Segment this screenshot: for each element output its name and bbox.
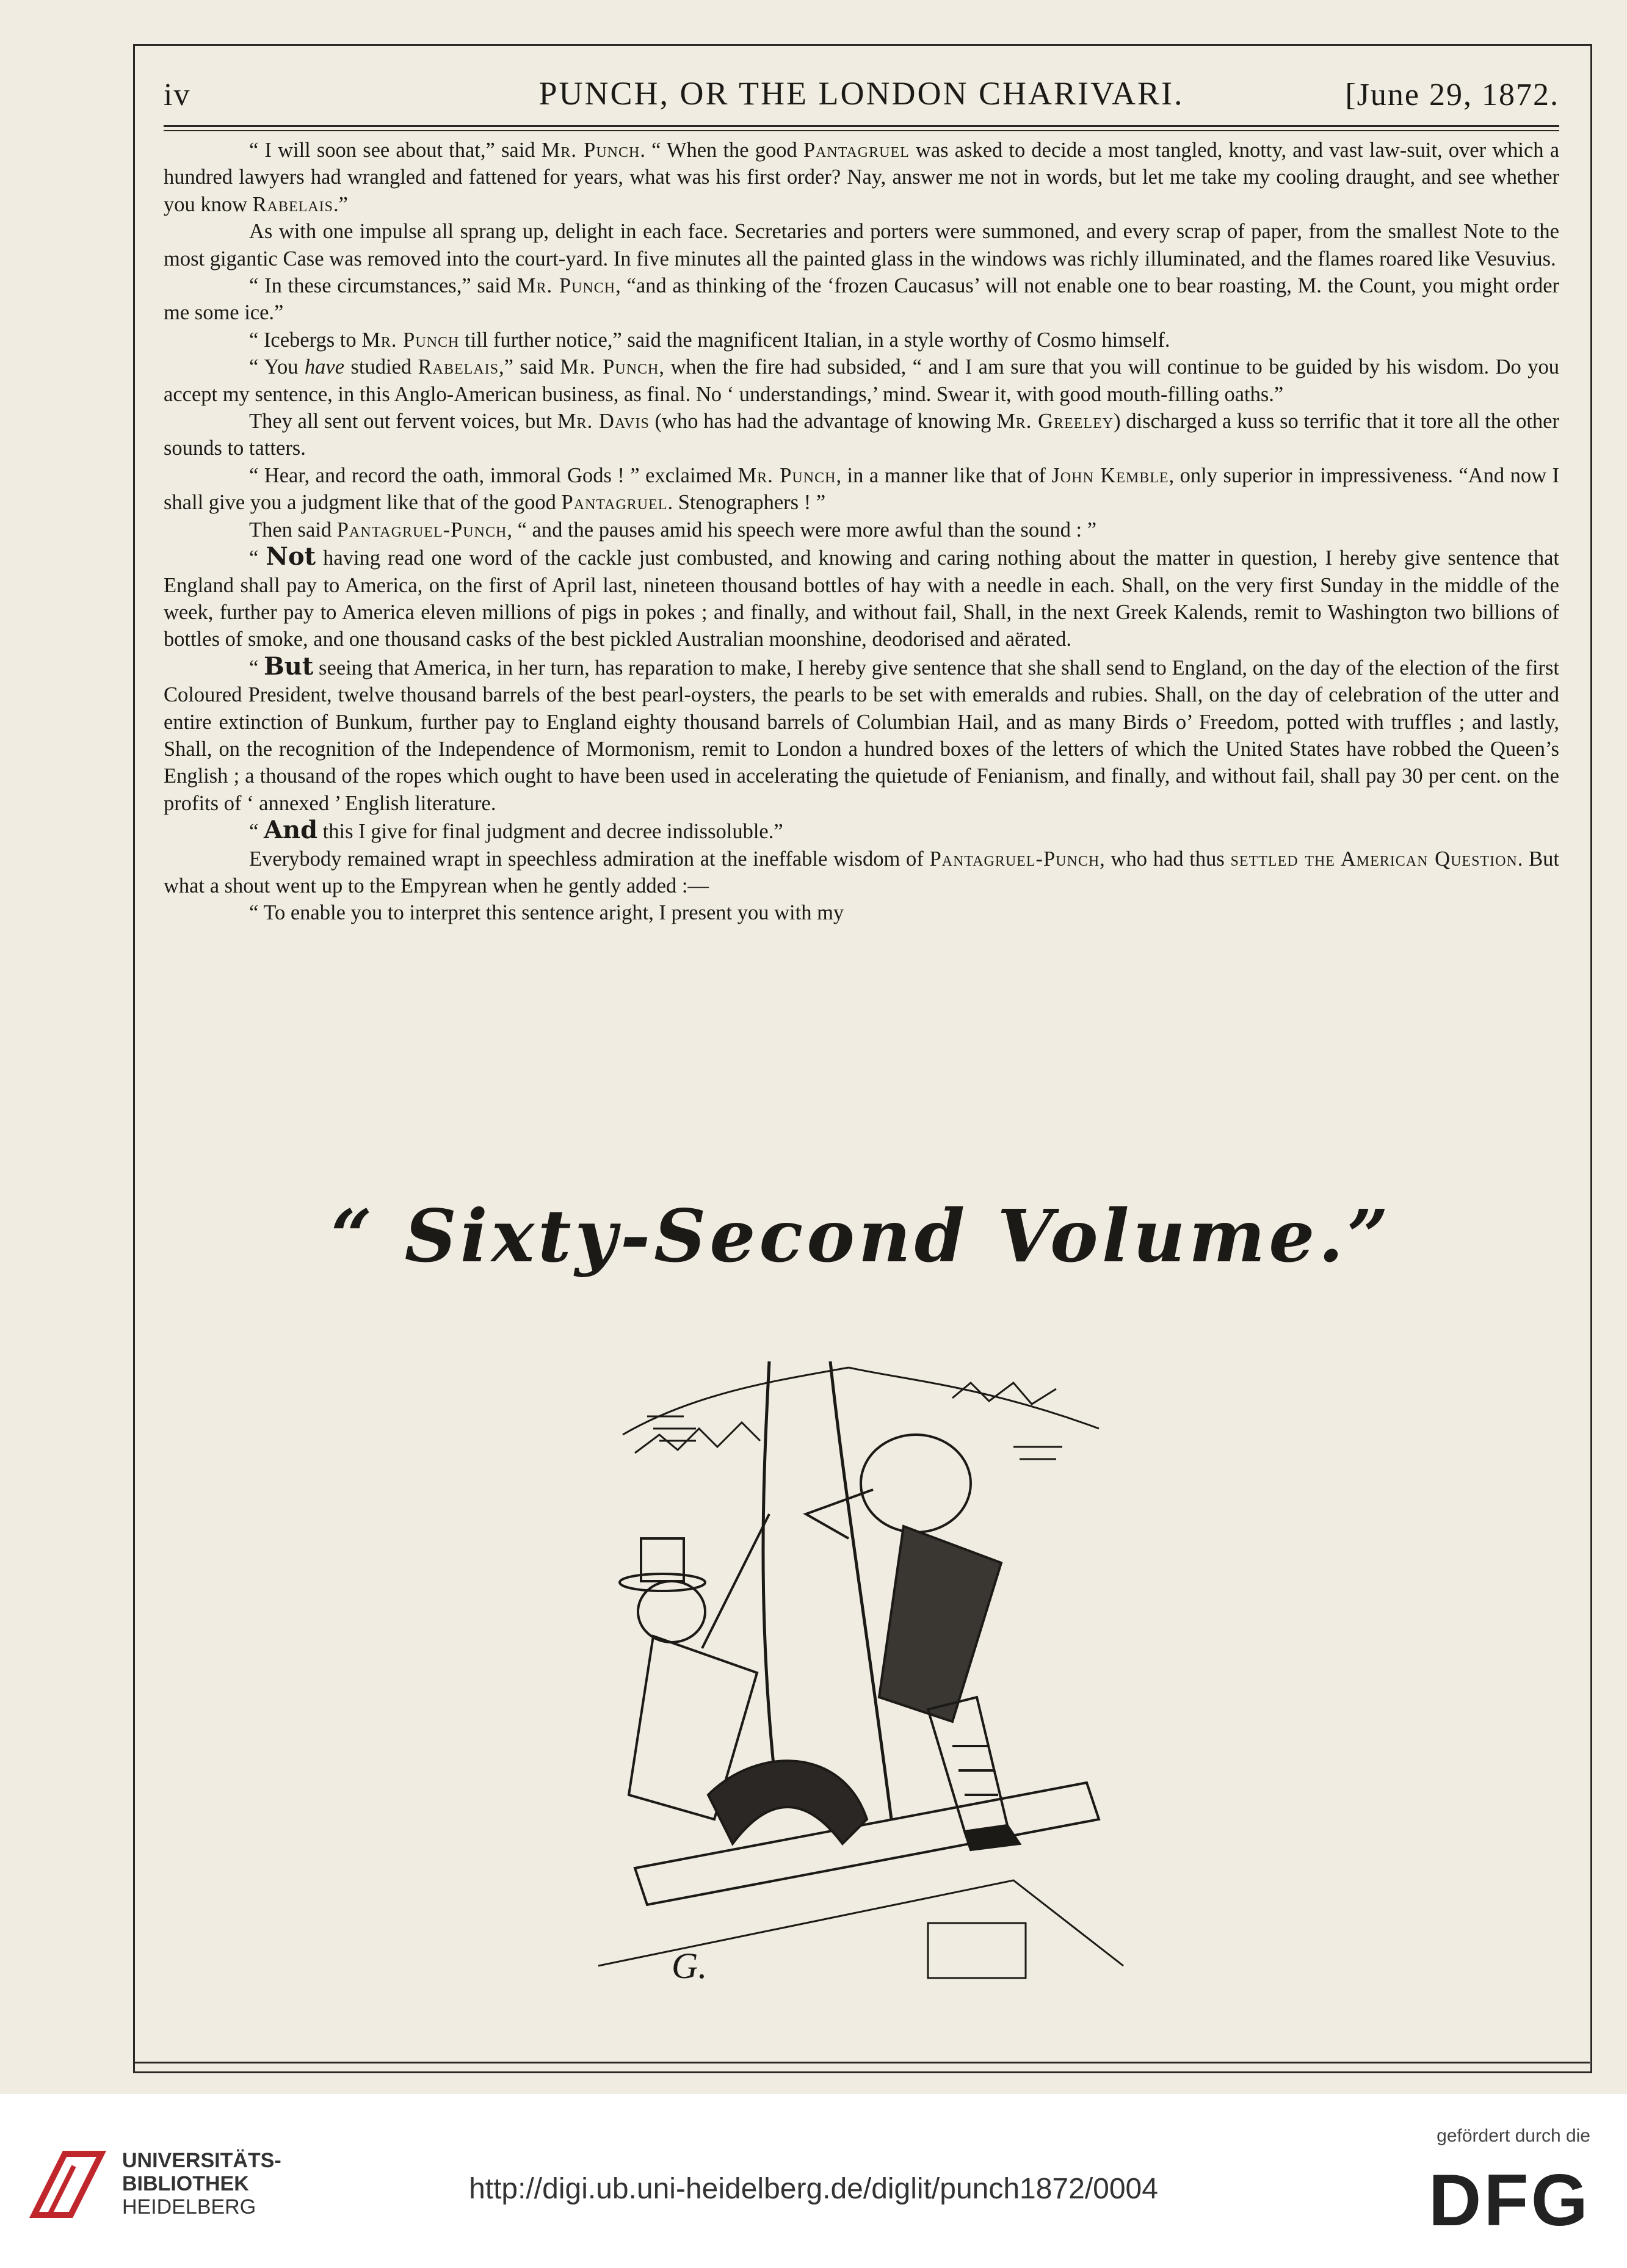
- text-run: (who has had the advantage of knowing: [649, 410, 997, 433]
- text-run: . “ When the good: [640, 139, 803, 162]
- text-run: , when the fire had subsided, “ and I am sure that you will continue to be guided by his wisdom. Do you accept my sentence, in this Anglo-American business, as final. No ‘ understandings,’ mind. Swear it, with good mouth-filling oaths.”: [164, 355, 1560, 406]
- text-run: Mr. Punch: [361, 328, 460, 352]
- text-run: . Stenographers ! ”: [667, 491, 826, 515]
- text-run: studied: [344, 355, 418, 379]
- text-run: And: [263, 816, 318, 845]
- text-run: .”: [333, 192, 348, 216]
- paragraph: [164, 653, 1559, 817]
- funding-note: gefördert durch die: [1437, 2126, 1590, 2146]
- paragraph: [164, 817, 1559, 845]
- text-run: “: [249, 820, 264, 844]
- text-run: Mr. Davis: [557, 410, 650, 433]
- text-run: , in a manner like that of: [836, 463, 1052, 487]
- text-run: “ Icebergs to: [249, 328, 362, 352]
- text-run: “ In these circumstances,” said: [249, 274, 517, 298]
- text-run: “ Hear, and record the oath, immoral Gods ! ” exclaimed: [249, 463, 738, 487]
- text-run: “: [249, 656, 264, 679]
- text-run: was asked to decide a most tangled, knotty, and vast law-suit, over which a hundred lawyers had wrangled and fattened for years, what was his first order? Nay, answer me not in words, but let me take my cooling draught, and see whether you know: [164, 139, 1560, 216]
- swing-ropes: [635, 1361, 1099, 1905]
- dfg-logo: DFG: [1428, 2159, 1590, 2241]
- text-run: till further notice,” said the magnificent Italian, in a style worthy of Cosmo himself.: [459, 328, 1170, 352]
- bottom-rule: [133, 2062, 1590, 2063]
- cartoon-illustration: [586, 1355, 1136, 2002]
- volume-title: “ Sixty-Second Volume.”: [330, 1194, 1393, 1278]
- text-run: Mr. Punch: [560, 355, 659, 379]
- left-figure: [620, 1514, 867, 1844]
- paragraph: [164, 408, 1559, 462]
- paragraph: [164, 543, 1559, 653]
- text-run: , “and as thinking of the ‘frozen Caucasus’ will not enable one to bear roasting, M. the Count, you might order me some ice.”: [164, 274, 1560, 325]
- text-run: Then said: [249, 518, 337, 542]
- page-number: iv: [164, 78, 191, 112]
- text-run: But: [263, 651, 314, 681]
- text-run: , who had thus: [1100, 847, 1231, 871]
- text-run: ,” said: [498, 355, 560, 379]
- paragraph: [164, 137, 1559, 218]
- text-run: ) discharged a kuss so terrific that it tore all the other sounds to tatters.: [164, 410, 1559, 460]
- paragraph: [164, 846, 1559, 900]
- paragraph: [164, 899, 1559, 926]
- text-run: Pantagruel: [803, 139, 910, 162]
- artist-monogram: G.: [672, 1946, 708, 1986]
- text-run: , “ and the pauses amid his speech were more awful than the sound : ”: [507, 518, 1097, 542]
- publication-title: PUNCH, OR THE LONDON CHARIVARI.: [538, 75, 1184, 112]
- text-run: “ You: [249, 355, 305, 379]
- text-run: Pantagruel-Punch: [336, 518, 507, 542]
- text-run: Rabelais: [418, 355, 499, 379]
- paragraph: [164, 353, 1559, 408]
- text-run: . But what a shout went up to the Empyrean when he gently added :—: [164, 847, 1559, 897]
- text-run: Mr. Punch: [516, 274, 616, 298]
- text-run: this I give for final judgment and decree indissoluble.”: [317, 820, 783, 844]
- text-run: Mr. Punch: [541, 139, 640, 162]
- page-header: [164, 74, 1559, 117]
- text-run: “ To enable you to interpret this sentence aright, I present you with my: [249, 901, 844, 925]
- text-run: Mr. Greeley: [996, 410, 1114, 433]
- text-run: Pantagruel-Punch: [929, 847, 1100, 871]
- text-run: As with one impulse all sprang up, delight in each face. Secretaries and porters were summoned, and every scrap of paper, from the smallest Note to the most gigantic Case was removed into the court-yard. In five minutes all the painted glass in the windows was richly illuminated, and the flames roared like Vesuvius.: [164, 220, 1559, 270]
- text-run: having read one word of the cackle just combusted, and knowing and caring nothing about the matter in question, I hereby give sentence that England shall pay to America, on the first of April last, nineteen thousand bottles of hay with a needle in each. Shall, on the very first Sunday in the middle of the week, further pay to America eleven millions of pigs in pokes ; and finally, and without fail, Shall, in the next Greek Kalends, remit to Washington two billions of bottles of smoke, and one thousand casks of the best pickled Australian moonshine, deodorised and aërated.: [164, 546, 1559, 651]
- text-run: seeing that America, in her turn, has reparation to make, I hereby give sentence that she shall send to England, on the day of the election of the first Coloured President, twelve thousand barrels of the best pearl-oysters, the pearls to be set with emeralds and rubies. Shall, on the day of celebration of the utter and entire extinction of Bunkum, further pay to England eighty thousand barrels of Columbian Hail, and as many Birds o’ Freedom, potted with truffles ; and lastly, Shall, on the recognition of the Independence of Mormonism, remit to London a hundred boxes of the letters of which the United States have robbed the Queen’s English ; a thousand of the ropes which ought to have been used in accelerating the quietude of Fenianism, and finally, and without fail, shall pay 30 per cent. on the profits of ‘ annexed ’ English literature.: [164, 656, 1559, 815]
- issue-date: [June 29, 1872.: [1345, 78, 1559, 112]
- text-run: Rabelais: [252, 192, 334, 216]
- text-run: “ I will soon see about that,” said: [249, 139, 542, 162]
- text-run: , only superior in impressiveness. “And now I shall give you a judgment like that of the good: [164, 463, 1560, 515]
- text-run: have: [304, 355, 345, 379]
- header-rule: [164, 125, 1559, 131]
- paragraph: [164, 516, 1559, 543]
- digitization-footer: [0, 2094, 1627, 2268]
- library-name: UNIVERSITÄTS- BIBLIOTHEK HEIDELBERG: [122, 2149, 281, 2219]
- tree-branches: [623, 1368, 1099, 1459]
- paragraph: [164, 462, 1559, 516]
- text-run: Not: [266, 542, 316, 571]
- text-run: John Kemble: [1051, 463, 1169, 487]
- article-body: [164, 137, 1559, 927]
- text-run: settled the American Question: [1230, 847, 1518, 871]
- text-run: They all sent out fervent voices, but: [249, 410, 557, 433]
- paragraph: [164, 272, 1559, 327]
- text-run: Pantagruel: [561, 491, 668, 515]
- text-run: “: [249, 546, 266, 570]
- text-run: Mr. Punch: [737, 463, 836, 487]
- text-run: Everybody remained wrapt in speechless admiration at the ineffable wisdom of: [249, 847, 930, 871]
- source-url-link[interactable]: http://digi.ub.uni-heidelberg.de/diglit/punch1872/0004: [469, 2173, 1158, 2205]
- paragraph: [164, 218, 1559, 272]
- paragraph: [164, 327, 1559, 353]
